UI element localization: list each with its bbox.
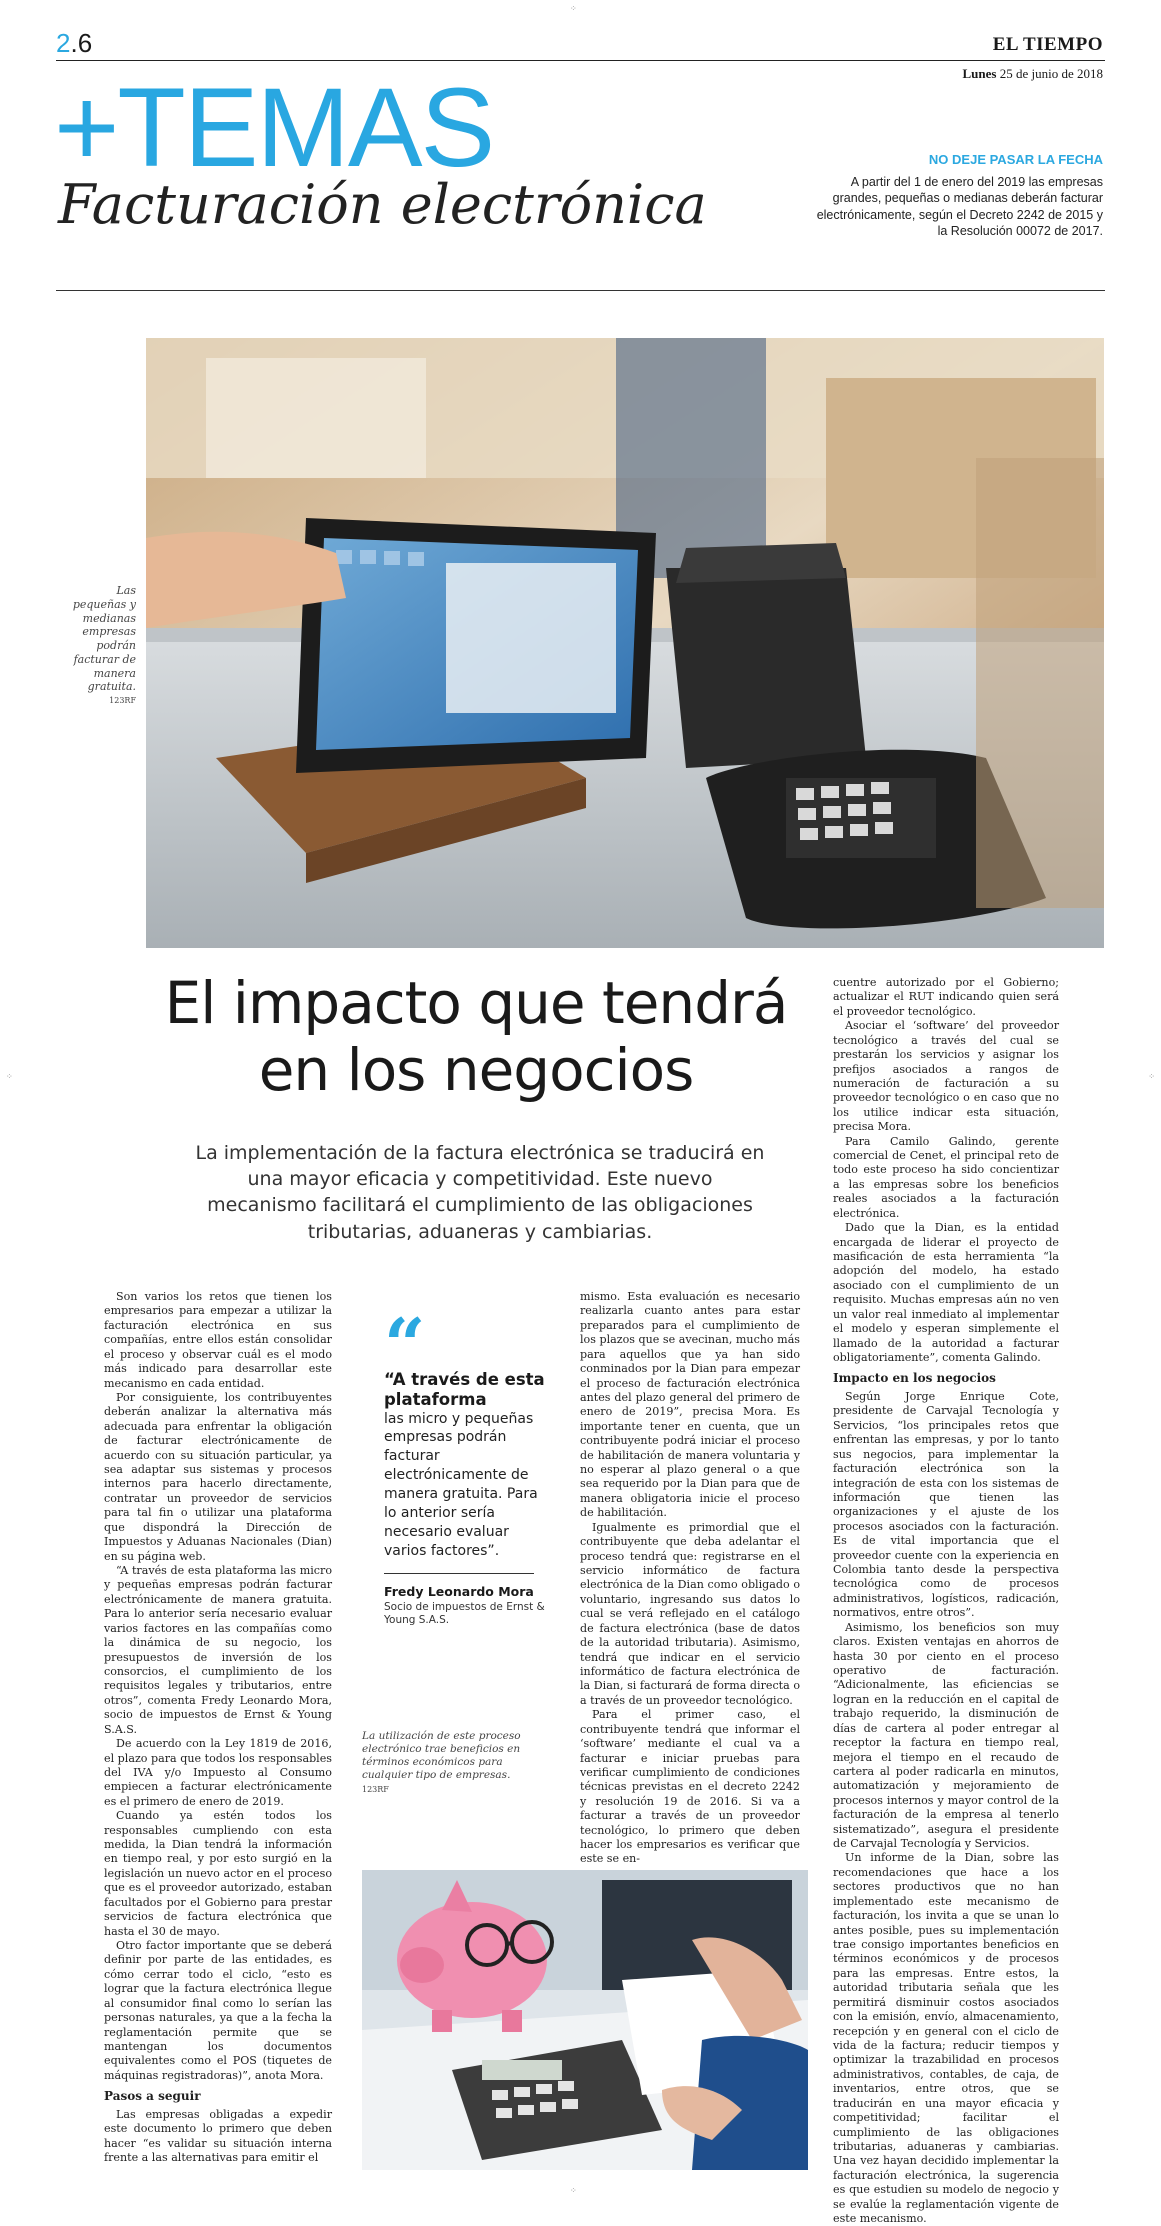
article-column-1 [104, 1290, 332, 2190]
quote-icon: “ [384, 1302, 426, 1387]
issue-date [963, 66, 1103, 82]
paragraph: Según Jorge Enrique Cote, presidente de Carvajal Tecnología y Servicios, “los principales retos que enfrentan las empresas, y por lo tanto sus negocios, para implementar la facturación electrónica son la integración de esta con los sistemas de información que tienen las organizaciones y el ajuste de los procesos asociados con la facturación. Es de vital importancia que el proveedor cuente con la experiencia en Colombia tanto desde la perspectiva tecnológica como de procesos administrativos, logísticos, radicación, normativos, entre otros”. [833, 1389, 1059, 1620]
registration-mark: ⁘ [6, 1072, 13, 1081]
photo-credit: 123RF [109, 696, 136, 705]
pull-quote-role: Socio de impuestos de Ernst & Young S.A.S. [384, 1600, 545, 1627]
paragraph: Para Camilo Galindo, gerente comercial de Cenet, el principal reto de todo este proceso ha sido concientizar a las empresas sobre los beneficios reales asociados a la facturación electrónica. [833, 1134, 1059, 1220]
pull-quote-rule [384, 1573, 534, 1574]
photo2-caption [362, 1730, 540, 1796]
paragraph: Otro factor importante que se deberá definir por parte de las entidades, es cómo cerrar todo el ciclo, “esto es lograr que la factura electrónica llegue al consumidor final como lo serían las personas naturales, ya que a la fecha la reglamentación permite que se mantengan los documentos equivalentes como el POS (tiquetes de máquinas registradoras)”, anota Mora. [104, 1938, 332, 2082]
registration-mark: ⁘ [570, 2186, 577, 2195]
photo2-credit: 123RF [362, 1784, 389, 1794]
issue-date-text: 25 de junio de 2018 [999, 66, 1103, 81]
paragraph: Para el primer caso, el contribuyente tendrá que informar el ‘software’ mediante el cual va a facturar e iniciar pruebas para verificar cumplimiento de condiciones técnicas previstas en el decreto 2242 y resolución 19 de 2016. Si va a facturar a través de un proveedor tecnológico, lo primero que deben hacer los empresarios es verificar que este se en- [580, 1708, 800, 1866]
paragraph: Por consiguiente, los contribuyentes deberán analizar la alternativa más adecuada para enfrentar la obligación de facturar electrónicamente de acuerdo con su situación particular, ya sea adaptar sus sistemas y procesos internos para hacerlo directamente, contratar un proveedor de servicios para tal fin o utilizar una plataforma que dispondrá la Dirección de Impuestos y Aduanas Nacionales (Dian) en su página web. [104, 1390, 332, 1563]
article-column-3 [580, 1290, 800, 1866]
photo2-caption-text: La utilización de este proceso electrónico trae beneficios en términos económicos para cualquier tipo de empresas. [362, 1730, 521, 1782]
section-subtitle: Facturación electrónica [58, 173, 707, 236]
article-lede: La implementación de la factura electrónica se traducirá en una mayor eficacia y competitividad. Este nuevo mecanismo facilitará el cumplimiento de las obligaciones tributarias, aduaneras y cambiarias. [195, 1142, 765, 1243]
section-rule [56, 290, 1105, 291]
photo-caption [60, 584, 136, 706]
paragraph: Cuando ya estén todos los responsables cumpliendo con esta medida, la Dian tendrá la información en tiempo real, y por esto surgió en la legislación un nuevo actor en el proceso que es el proveedor autorizado, estaban facultados por el Gobierno para prestar servicios de factura electrónica que hasta el 30 de mayo. [104, 1809, 332, 1938]
paragraph: Asimismo, los beneficios son muy claros. Existen ventajas en ahorros de hasta 30 por ciento en el proceso operativo de facturación. “Adicionalmente, las eficiencias se logran en la reducción en el capital de trabajo requerido, la disminución de días de cartera al poder entregar al receptor la factura en tiempo real, mejora el tiempo en el recaudo de cartera al poder radicarla en minutos, automatización y mejoramiento de procesos internos y mayor control de la facturación de la empresa al tenerlo sistematizado”, asegura el presidente de Carvajal Tecnología y Servicios. [833, 1620, 1059, 1851]
subheading: Pasos a seguir [104, 2089, 201, 2104]
paragraph: Dado que la Dian, es la entidad encargada de liderar el proyecto de masificación de esta herramienta “la adopción del modelo, ha estado asociado con el cumplimiento de un requisito. Muchas empresas aún no ven un valor real inmediato al implementar el modelo y esperan simplemente el llamado de la autoridad a facturar obligatoriamente”, comenta Galindo. [833, 1221, 1059, 1364]
paragraph: cuentre autorizado por el Gobierno; actualizar el RUT indicando quien será el proveedor tecnológico. [833, 976, 1059, 1018]
piggy-bank-photo [362, 1870, 808, 2170]
registration-mark: ⁘ [1148, 1072, 1155, 1081]
photo-caption-text: Las pequeñas y medianas empresas podrán facturar de manera gratuita. [72, 584, 136, 694]
page-subnumber: .6 [70, 28, 93, 58]
pull-quote-body: las micro y pequeñas empresas podrán facturar electrónicamente de manera gratuita. Para lo anterior sería necesario evaluar varios factores”. [384, 1410, 538, 1559]
paragraph: Igualmente es primordial que el contribuyente que deba adelantar el proceso tendrá que: registrarse en el servicio informático de factura electrónica de la Dian como obligado o voluntario, ingresando sus datos lo cual se verá reflejado en el catálogo de factura electrónica (base de datos de la autoridad tributaria). Asimismo, tendrá que indicar en el servicio informático de factura electrónica de la Dian, si facturará de forma directa o a través de un proveedor tecnológico. [580, 1520, 800, 1707]
section-title: +TEMAS [54, 65, 494, 190]
header-rule [56, 60, 1105, 61]
pull-quote [384, 1302, 554, 1628]
subheading: Impacto en los negocios [833, 1371, 996, 1386]
newspaper-brand: EL TIEMPO [992, 34, 1103, 55]
sidebar-text: A partir del 1 de enero del 2019 las empresas grandes, pequeñas o medianas deberán facturar electrónicamente, según el Decreto 2242 de 2015 y la Resolución 00072 de 2017. [816, 175, 1103, 238]
paragraph: mismo. Esta evaluación es necesario realizarla cuanto antes para estar preparados para el cumplimiento de los plazos que se avecinan, mucho más para aquellos que ya han sido conminados por la Dian para empezar el proceso de facturación electrónica antes del plazo general del primero de enero de 2019”, precisa Mora. Es importante tener en cuenta, que un contribuyente podrá iniciar el proceso de habilitación de manera voluntaria y no esperar al plazo general o a que sea requerido por la Dian para que de manera obligatoria inicie el proceso de habilitación. [580, 1290, 800, 1520]
pos-terminal-illustration [146, 338, 1104, 948]
pos-terminal-photo [146, 338, 1104, 948]
paragraph: Las empresas obligadas a expedir este documento lo primero que deben hacer “es validar su situación interna frente a las alternativas para emitir el [104, 2107, 332, 2165]
article-column-4 [833, 976, 1059, 2226]
paragraph: Un informe de la Dian, sobre las recomendaciones que hace a los sectores productivos que no han implementado este mecanismo de facturación, los invita a que se unan lo antes posible, pues su implementación trae consigo importantes beneficios en términos económicos y de procesos para las empresas. Entre estos, la autoridad tributaria señala que les permitirá disminuir costos asociados con la emisión, envío, almacenamiento, recepción y en general con el ciclo de vida de la factura; reducir tiempos y optimizar la trazabilidad en procesos administrativos, contables, de caja, de inventarios, entre otros, que se traducirán en una mayor eficacia y competitividad; facilitar el cumplimiento de las obligaciones tributarias, aduaneras y cambiarias. Una vez hayan decidido implementar la facturación electrónica, la sugerencia es que estudien su modelo de negocio y se evalúe la reglamentación vigente de este mecanismo. [833, 1851, 1059, 2226]
pull-quote-author: Fredy Leonardo Mora [384, 1583, 534, 1599]
registration-mark: ⁘ [570, 4, 577, 13]
page-number [56, 28, 92, 59]
article-headline: El impacto que tendrá en los negocios [164, 969, 788, 1105]
paragraph: “A través de esta plataforma las micro y pequeñas empresas podrán facturar electrónicamente de manera gratuita. Para lo anterior sería necesario evaluar varios factores en las compañías como la dinámica de su negocio, los presupuestos de inversión de los consorcios, el cumplimiento de los requisitos legales y tributarios, entre otros”, comenta Fredy Leonardo Mora, socio de impuestos de Ernst & Young S.A.S. [104, 1564, 332, 1736]
paragraph: De acuerdo con la Ley 1819 de 2016, el plazo para que todos los responsables del IVA y/o Impuesto al Consumo empiecen a facturar electrónicamente es el primero de enero de 2019. [104, 1737, 332, 1808]
piggy-bank-illustration [362, 1870, 808, 2170]
sidebar-heading: NO DEJE PASAR LA FECHA [928, 152, 1103, 167]
page-section: 2 [56, 28, 71, 58]
paragraph: Asociar el ‘software’ del proveedor tecnológico a través del cual se prestarán los servicios y asignar los prefijos asociados a rangos de numeración de facturación a su proveedor tecnológico o en caso que no los utilice indicar esta situación, precisa Mora. [833, 1019, 1059, 1134]
issue-weekday: Lunes [962, 66, 997, 81]
pull-quote-title: “A través de esta plataforma [384, 1370, 545, 1409]
paragraph: Son varios los retos que tienen los empresarios para empezar a utilizar la facturación electrónica en sus compañías, entre ellos están consolidar el proceso y observar cuál es el modo más indicado para desarrollar este mecanismo en cada entidad. [104, 1290, 332, 1390]
